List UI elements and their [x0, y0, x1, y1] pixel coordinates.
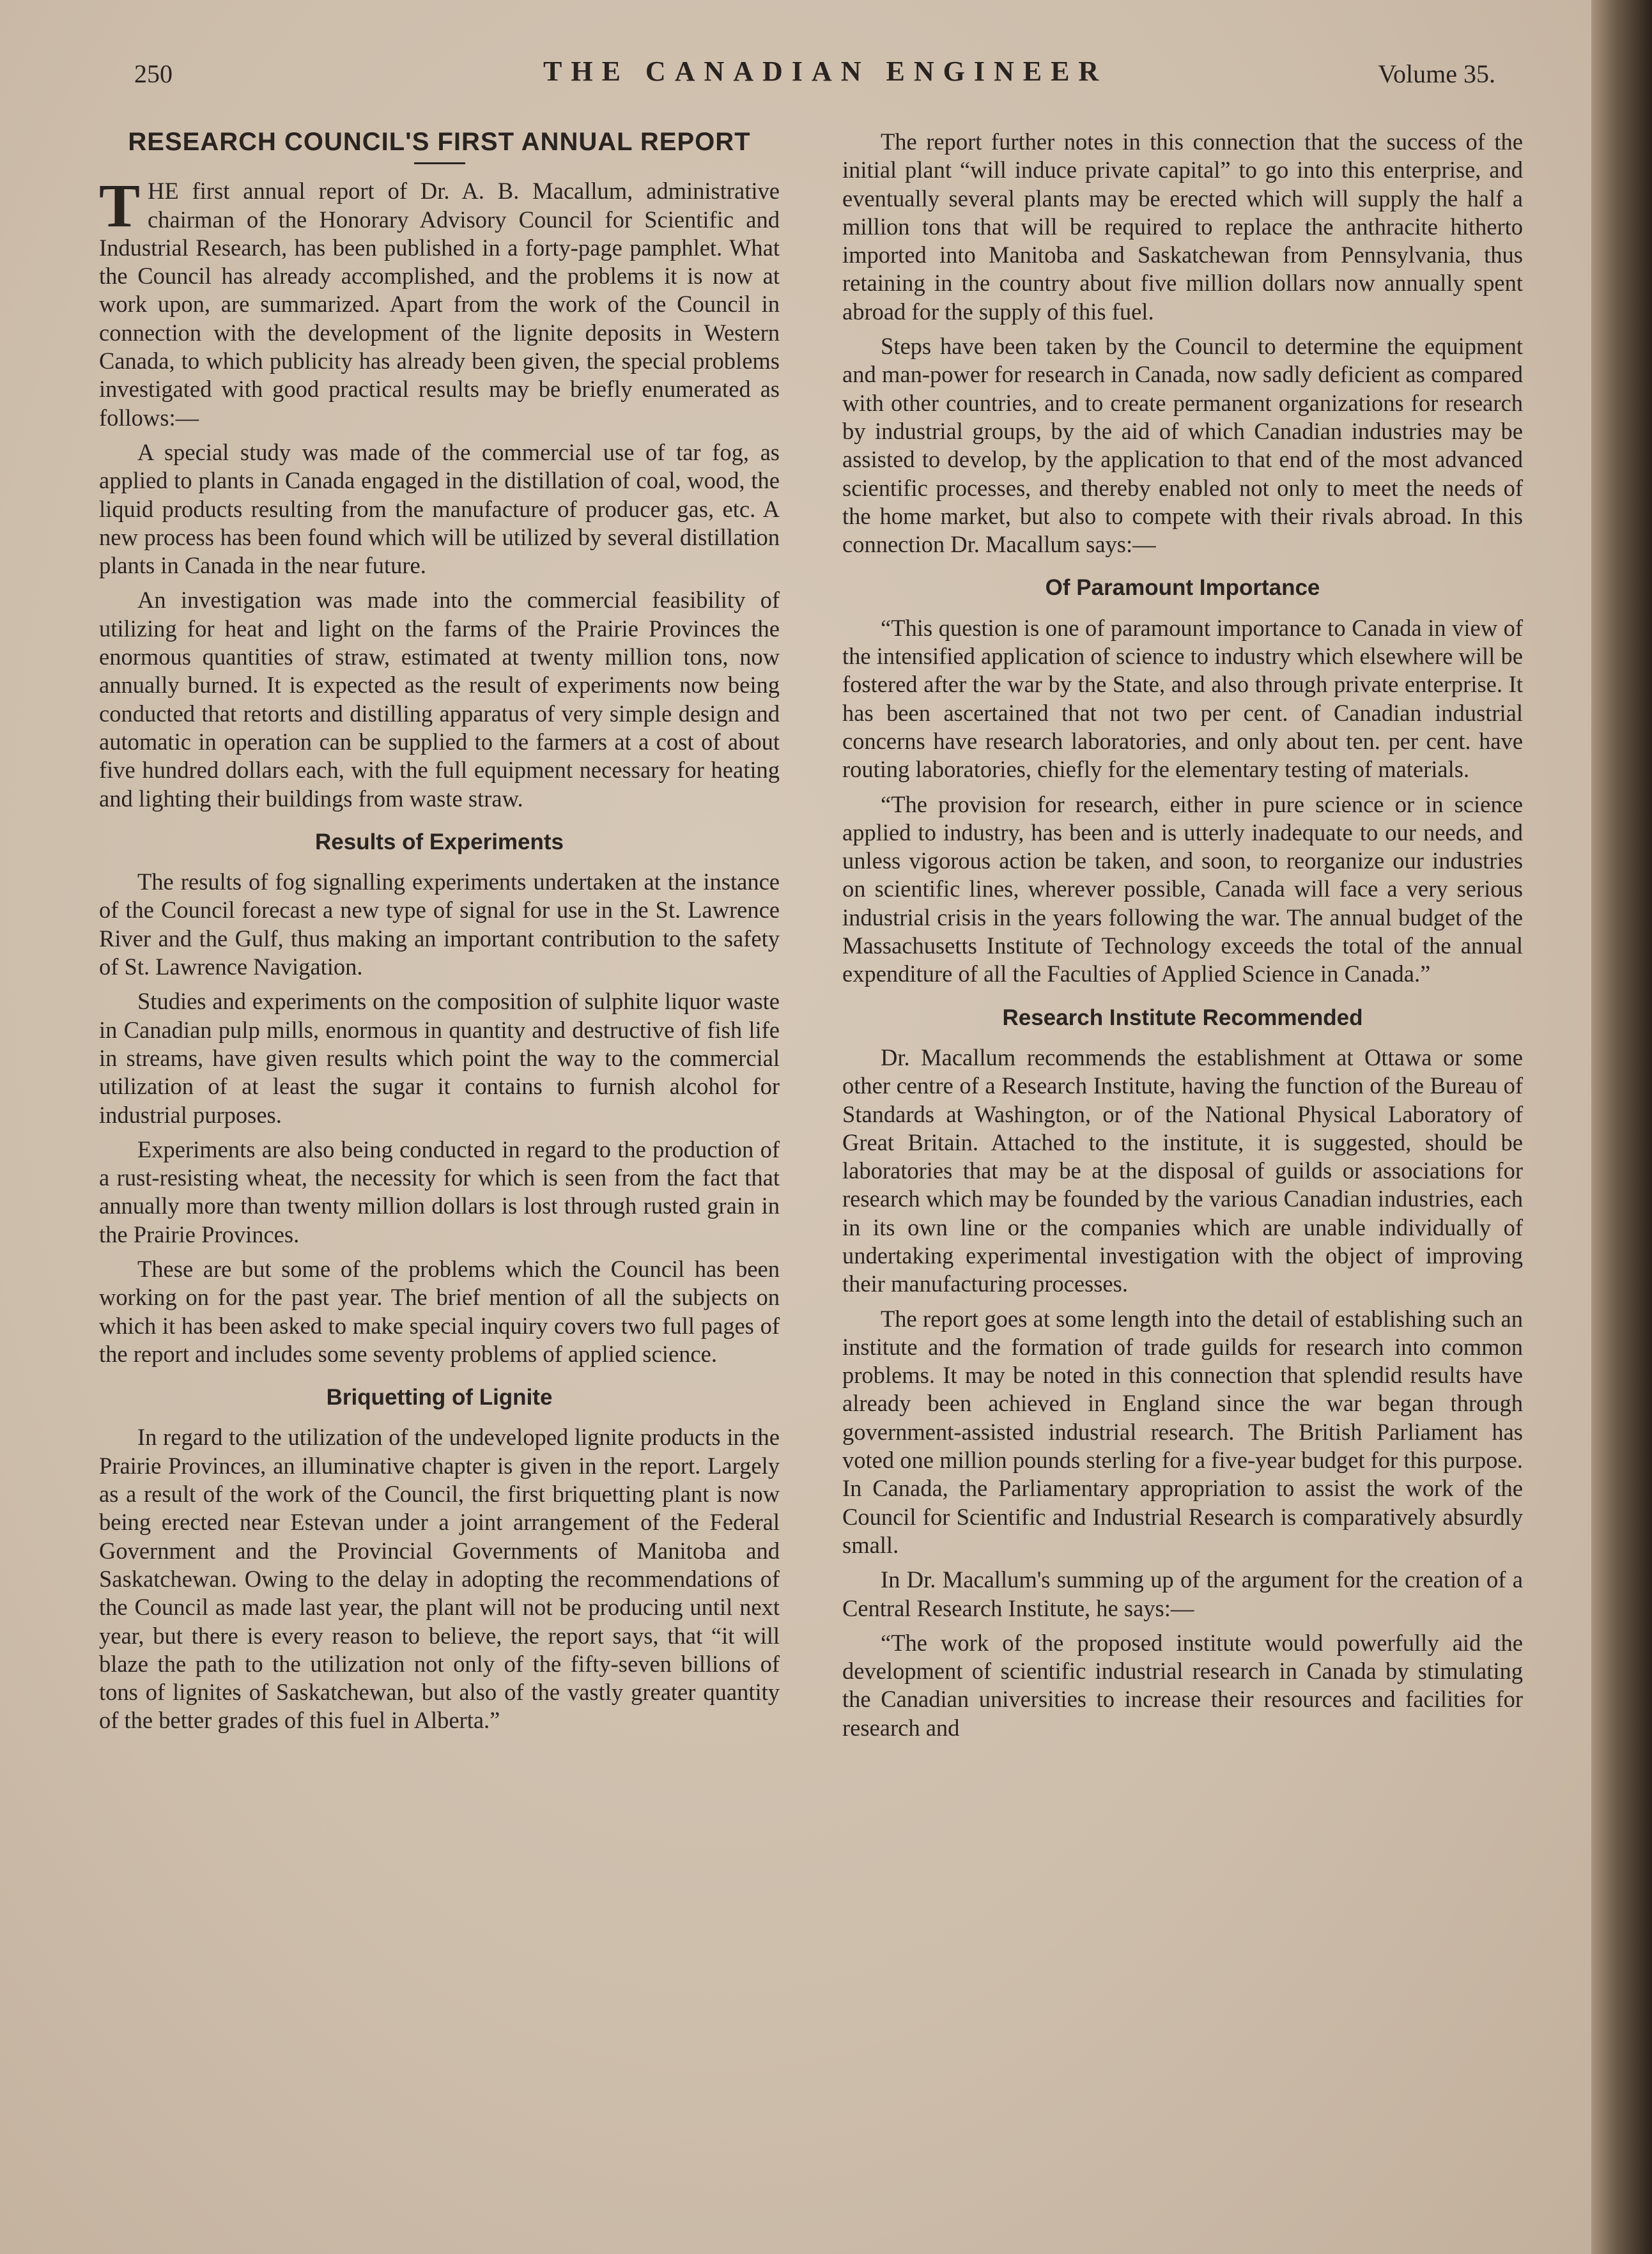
- journal-title: THE CANADIAN ENGINEER: [543, 56, 1108, 87]
- section-heading: Of Paramount Importance: [1045, 575, 1320, 601]
- section-heading: Research Institute Recommended: [1002, 1005, 1363, 1030]
- paragraph: The results of fog signalling experiments undertaken at the instance of the Council forecast a new type of signal for use in the St. Lawrence River and the Gulf, thus making an important contribution to the safety of St. Lawrence Navigation.: [99, 868, 780, 980]
- paragraph: In regard to the utilization of the undeveloped lignite products in the Prairie Provinces, an illuminative chapter is given in the report. Largely as a result of the work of the Council, the first briquetting plant is now being erected near Estevan under a joint arrangement of the Federal Government and the Provincial Governments of Manitoba and Saskatchewan. Owing to the delay in adopting the recommendations of the Council as made last year, the plant will not be producing until next year, but there is every reason to believe, the report says, that “it will blaze the path to the utilization not only of the fifty-seven billions of tons of lignites of Saskatchewan, but also of the vastly greater quantity of the better grades of this fuel in Alberta.”: [99, 1424, 780, 1734]
- paragraph: “The work of the proposed institute would powerfully aid the development of scientific industrial research in Canada by stimulating the Canadian universities to increase their resources and facilities for research and: [842, 1629, 1523, 1741]
- paragraph: The report further notes in this connection that the success of the initial plant “will induce private capital” to go into this enterprise, and eventually several plants may be erected which will supply the half a million tons that will be required to replace the anthracite hitherto imported into Manitoba and Saskatchewan from Pennsylvania, thus retaining in the country about five million dollars now annually spent abroad for the supply of this fuel.: [842, 128, 1523, 325]
- section-heading: Briquetting of Lignite: [326, 1385, 553, 1410]
- paragraph: THE first annual report of Dr. A. B. Macallum, administrative chairman of the Honorary Advisory Council for Scientific and Industrial Research, has been published in a forty-page pamphlet. What the Council has already accomplished, and the problems it is now at work upon, are summarized. Apart from the work of the Council in connection with the development of the lignite deposits in Western Canada, to which publicity has already been given, the special problems investigated with good practical results may be briefly enumerated as follows:—: [99, 171, 780, 431]
- paragraph: Steps have been taken by the Council to determine the equipment and man-power for research in Canada, now sadly deficient as compared with other countries, and to create permanent organizations for research by industrial groups, by the aid of which Canadian industries may be assisted to develop, by the application to that end of the most advanced scientific processes, and thereby enabled not only to meet the needs of the home market, but also to compete with their rivals abroad. In this connection Dr. Macallum says:—: [842, 333, 1523, 558]
- paragraph: Experiments are also being conducted in regard to the production of a rust-resisting wheat, the necessity for which is seen from the fact that annually more than twenty million dollars is lost through rusted grain in the Prairie Provinces.: [99, 1136, 780, 1247]
- running-header: [134, 55, 1495, 93]
- paragraph: “The provision for research, either in pure science or in science applied to industry, has been and is utterly inadequate to our needs, and unless vigorous action be taken, and soon, to reorganize our industries on scientific lines, wherever possible, Canada will face a very serious industrial crisis in the years following the war. The annual budget of the Massachusetts Institute of Technology exceeds the total of the annual expenditure of all the Faculties of Applied Science in Canada.”: [842, 791, 1523, 987]
- page-number: 250: [134, 59, 173, 88]
- section-heading: Results of Experiments: [315, 829, 564, 854]
- paragraph: The report goes at some length into the detail of establishing such an institute and the formation of trade guilds for research into common problems. It may be noted in this connection that splendid results have already been achieved in England since the war began through government-assisted industrial research. The British Parliament has voted one million pounds sterling for a five-year budget for this purpose. In Canada, the Parliamentary appropriation to assist the work of the Council for Scientific and Industrial Research is comparatively absurdly small.: [842, 1305, 1523, 1558]
- left-column: [99, 128, 780, 1741]
- paragraph: Studies and experiments on the composition of sulphite liquor waste in Canadian pulp mills, enormous in quantity and destructive of fish life in streams, have given results which point the way to the commercial utilization of at least the sugar it contains to furnish alcohol for industrial purposes.: [99, 988, 780, 1128]
- paragraph: “This question is one of paramount importance to Canada in view of the intensified application of science to industry which elsewhere will be fostered after the war by the State, and also through private enterprise. It has been ascertained that not two per cent. of Canadian industrial concerns have research laboratories, and only about ten. per cent. have routing laboratories, chiefly for the elementary testing of materials.: [842, 614, 1523, 783]
- paragraph: A special study was made of the commercial use of tar fog, as applied to plants in Canada engaged in the distillation of coal, wood, the liquid products resulting from the manufacture of producer gas, etc. A new process has been found which will be utilized by several distillation plants in Canada in the near future.: [99, 438, 780, 579]
- drop-cap: T: [99, 171, 141, 240]
- paragraph: These are but some of the problems which the Council has been working on for the past year. The brief mention of all the subjects on which it has been asked to make special inquiry covers two full pages of the report and includes some seventy problems of applied science.: [99, 1255, 780, 1367]
- right-column: [842, 128, 1523, 1748]
- title-rule: [414, 162, 465, 164]
- article-title: RESEARCH COUNCIL'S FIRST ANNUAL REPORT: [128, 128, 751, 156]
- paragraph: Dr. Macallum recommends the establishment at Ottawa or some other centre of a Research Institute, having the function of the Bureau of Standards at Washington, or of the National Physical Laboratory of Great Britain. Attached to the institute, it is suggested, should be laboratories that may be at the disposal of guilds or associations for research which may be founded by the various Canadian industries, each in its own line or the companies which are unable individually of undertaking experimental investigation with the object of improving their manufacturing processes.: [842, 1044, 1523, 1297]
- paragraph: An investigation was made into the commercial feasibility of utilizing for heat and light on the farms of the Prairie Provinces the enormous quantities of straw, estimated at twenty million tons, now annually burned. It is expected as the result of experiments now being conducted that retorts and distilling apparatus of very simple design and automatic in operation can be supplied to the farmers at a cost of about five hundred dollars each, with the full equipment necessary for heating and lighting their buildings from waste straw.: [99, 587, 780, 812]
- book-spine: [1591, 0, 1652, 2254]
- volume-label: Volume 35.: [1378, 59, 1495, 88]
- paragraph: In Dr. Macallum's summing up of the argument for the creation of a Central Research Institute, he says:—: [842, 1566, 1523, 1621]
